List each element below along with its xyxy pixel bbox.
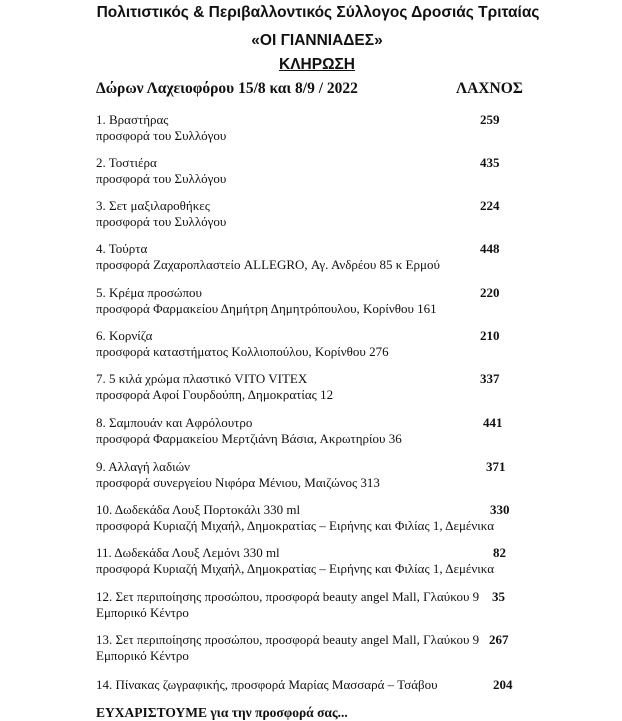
ticket-number: 82 [493, 545, 506, 560]
prize-name: 13. Σετ περιποίησης προσώπου, προσφορά beauty angel Mall, Γλαύκου 9 [96, 632, 480, 647]
prize-donor: προσφορά του Συλλόγου [96, 214, 227, 229]
ticket-column-header: ΛΑΧΝΟΣ [456, 80, 523, 97]
page-title: ΚΛΗΡΩΣΗ [279, 56, 355, 73]
prize-donor: προσφορά του Συλλόγου [96, 171, 227, 186]
thank-you-note: ΕΥΧΑΡΙΣΤΟΥΜΕ για την προσφορά σας... [96, 705, 348, 720]
prize-item [96, 459, 380, 491]
prize-item [96, 198, 226, 230]
prize-item [96, 632, 479, 664]
ticket-number: 337 [480, 371, 500, 386]
prize-donor: προσφορά Ζαχαροπλαστείο ALLEGRO, Αγ. Ανδρέου 85 κ Ερμού [96, 257, 440, 272]
prize-name: 2. Τοστιέρα [96, 155, 157, 170]
prize-item [96, 241, 440, 273]
prize-donor: προσφορά Αφοί Γουρδούπη, Δημοκρατίας 12 [96, 387, 334, 402]
ticket-number: 371 [486, 459, 506, 474]
prize-donor: προσφορά συνεργείου Νιφόρα Μένιου, Μαιζώνος 313 [96, 475, 380, 490]
ticket-number: 224 [480, 198, 500, 213]
prize-item [96, 328, 389, 360]
prize-name: 3. Σετ μαξιλαροθήκες [96, 198, 210, 213]
prize-donor: προσφορά Φαρμακείου Δημήτρη Δημητρόπουλου, Κορίνθου 161 [96, 301, 437, 316]
ticket-number: 204 [493, 677, 513, 692]
ticket-number: 35 [492, 589, 505, 604]
lottery-subtitle: Δώρων Λαχειοφόρου 15/8 και 8/9 / 2022 [96, 80, 358, 97]
prize-donor: προσφορά καταστήματος Κολλιοπούλου, Κορίνθου 276 [96, 344, 389, 359]
prize-name: 14. Πίνακας ζωγραφικής, προσφορά Μαρίας Μασσαρά – Τσάβου [96, 677, 438, 692]
prize-name: 10. Δωδεκάδα Λουξ Πορτοκάλι 330 ml [96, 502, 301, 517]
prize-name: 8. Σαμπουάν και Αφρόλουτρο [96, 415, 253, 430]
organization-name: Πολιτιστικός & Περιβαλλοντικός Σύλλογος Δροσιάς Τριταίας [96, 4, 540, 21]
prize-item [96, 589, 479, 621]
prize-name: 7. 5 κιλά χρώμα πλαστικό VITO VITEX [96, 371, 308, 386]
prize-donor: Εμπορικό Κέντρο [96, 605, 189, 620]
prize-name: 9. Αλλαγή λαδιών [96, 459, 191, 474]
prize-item [96, 285, 437, 317]
prize-name: 4. Τούρτα [96, 241, 148, 256]
ticket-number: 267 [489, 632, 509, 647]
prize-item [96, 415, 402, 447]
prize-donor: προσφορά Κυριαζή Μιχαήλ, Δημοκρατίας – Ειρήνης και Φιλίας 1, Δεμένικα [96, 561, 495, 576]
prize-item [96, 677, 438, 693]
prize-name: 11. Δωδεκάδα Λουξ Λεμόνι 330 ml [96, 545, 280, 560]
ticket-number: 448 [480, 241, 500, 256]
prize-item [96, 545, 494, 577]
prize-donor: Εμπορικό Κέντρο [96, 648, 189, 663]
ticket-number: 210 [480, 328, 500, 343]
prize-name: 6. Κορνίζα [96, 328, 153, 343]
ticket-number: 220 [480, 285, 500, 300]
ticket-number: 435 [480, 155, 500, 170]
prize-donor: προσφορά του Συλλόγου [96, 128, 227, 143]
prize-name: 12. Σετ περιποίησης προσώπου, προσφορά beauty angel Mall, Γλαύκου 9 [96, 589, 480, 604]
prize-donor: προσφορά Κυριαζή Μιχαήλ, Δημοκρατίας – Ειρήνης και Φιλίας 1, Δεμένικα [96, 518, 495, 533]
club-name: «ΟΙ ΓΙΑΝΝΙΑΔΕΣ» [251, 32, 383, 49]
prize-item [96, 371, 333, 403]
prize-item [96, 155, 226, 187]
ticket-number: 330 [490, 502, 510, 517]
ticket-number: 441 [483, 415, 503, 430]
prize-name: 5. Κρέμα προσώπου [96, 285, 202, 300]
prize-item [96, 112, 226, 144]
ticket-number: 259 [480, 112, 500, 127]
prize-name: 1. Βραστήρας [96, 112, 169, 127]
prize-item [96, 502, 494, 534]
prize-donor: προσφορά Φαρμακείου Μερτζιάνη Βάσια, Ακρωτηρίου 36 [96, 431, 402, 446]
